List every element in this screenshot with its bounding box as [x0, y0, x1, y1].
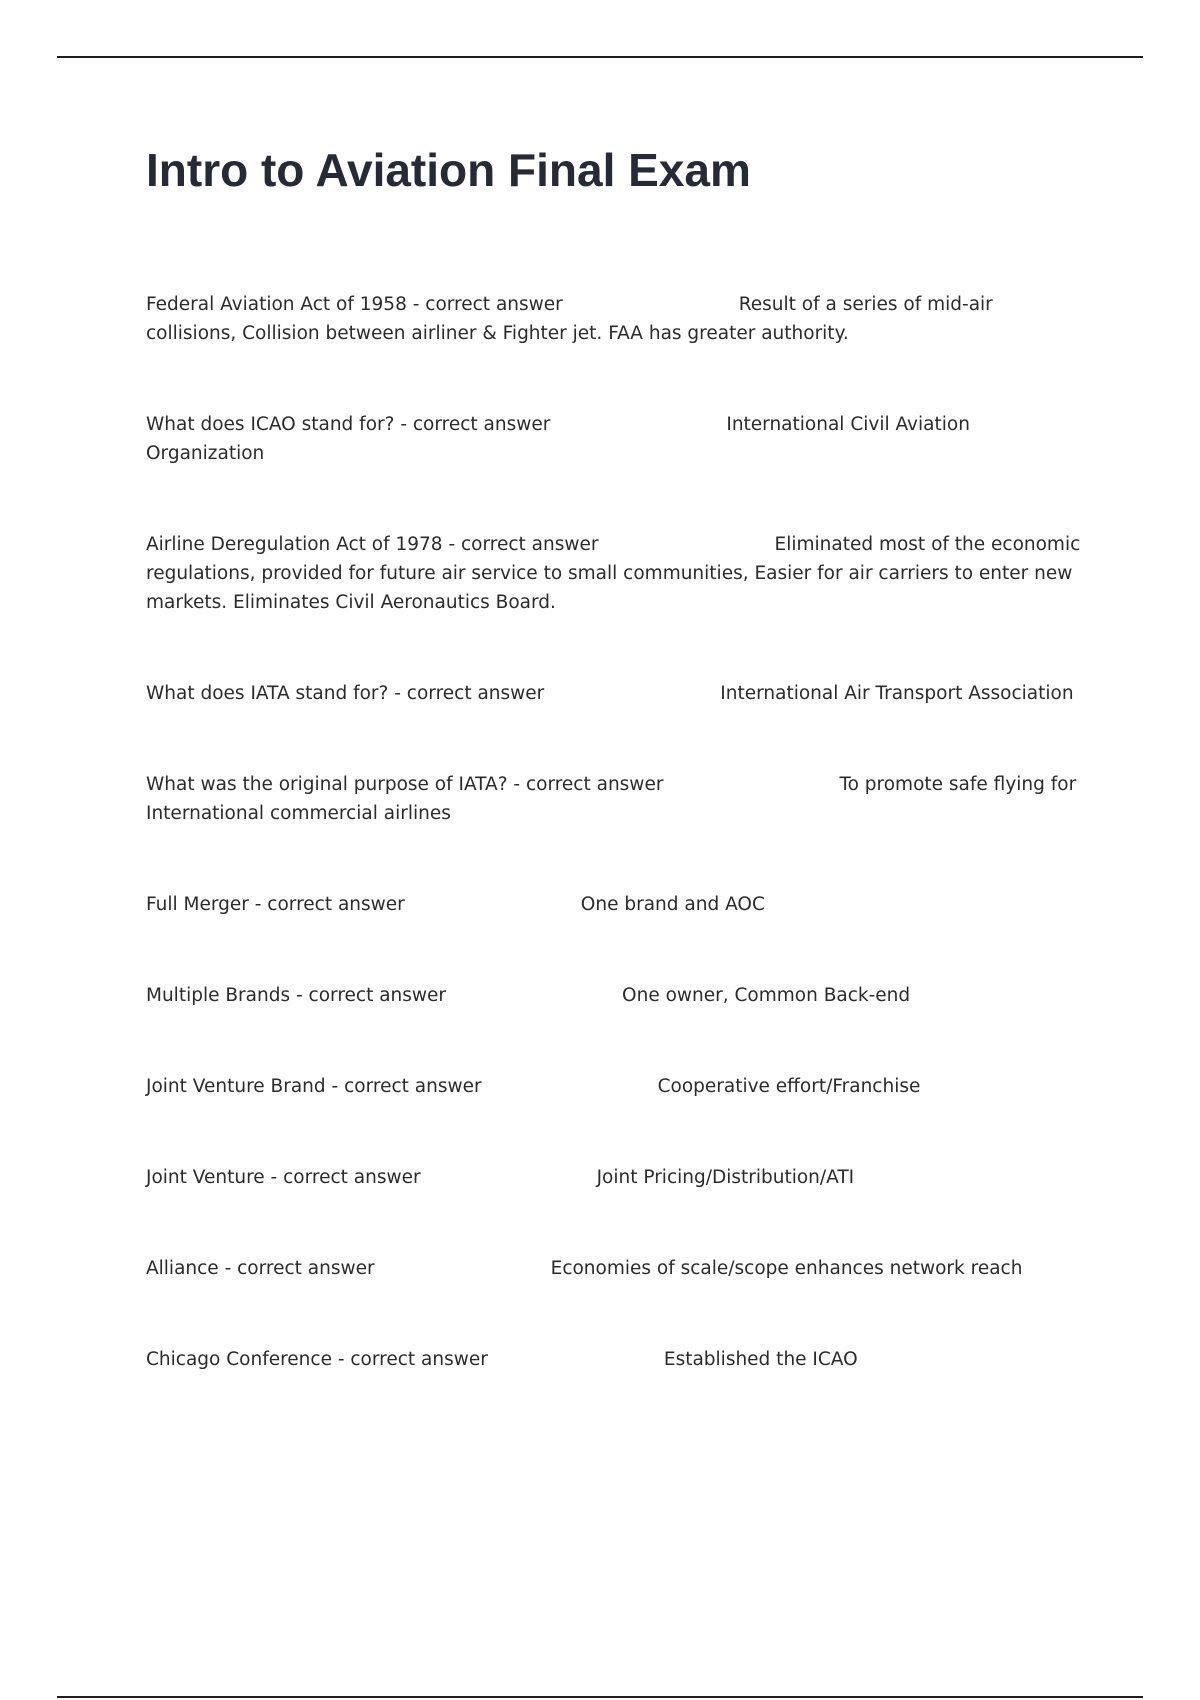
answer-marker: - correct answer [442, 534, 599, 555]
qa-item-6 [146, 890, 1086, 919]
answer-marker: - correct answer [325, 1076, 482, 1097]
qa-item-2 [146, 410, 1086, 468]
answer: Eliminated most of the economic regulations, provided for future air service to small communities, Easier for air carriers to enter new markets. Eliminates Civil Aeronautics Board. [146, 534, 1081, 613]
qa-item-3 [146, 530, 1086, 617]
answer-marker: - correct answer [406, 294, 563, 315]
answer-marker: - correct answer [331, 1349, 488, 1370]
answer: International Air Transport Association [720, 683, 1074, 704]
answer-marker: - correct answer [264, 1167, 421, 1188]
qa-item-10 [146, 1254, 1086, 1283]
answer: Established the ICAO [663, 1349, 858, 1370]
question: Full Merger [146, 894, 249, 915]
question: Chicago Conference [146, 1349, 332, 1370]
answer: Economies of scale/scope enhances network reach [550, 1258, 1023, 1279]
answer-marker: - correct answer [218, 1258, 375, 1279]
question: Joint Venture Brand [146, 1076, 326, 1097]
answer: To promote safe flying for International commercial airlines [146, 774, 1077, 824]
qa-list [146, 290, 1086, 1436]
qa-item-8 [146, 1072, 1086, 1101]
question: Airline Deregulation Act of 1978 [146, 534, 443, 555]
question: Federal Aviation Act of 1958 [146, 294, 407, 315]
answer: Result of a series of mid-air collisions, Collision between airliner & Fighter jet. FAA has greater authority. [146, 294, 993, 344]
question: Alliance [146, 1258, 219, 1279]
qa-item-9 [146, 1163, 1086, 1192]
qa-item-7 [146, 981, 1086, 1010]
qa-item-4 [146, 679, 1086, 708]
answer: Joint Pricing/Distribution/ATI [596, 1167, 855, 1188]
question: What was the original purpose of IATA? [146, 774, 508, 795]
answer: International Civil Aviation Organization [146, 414, 970, 464]
answer-marker: - correct answer [394, 414, 551, 435]
qa-item-5 [146, 770, 1086, 828]
answer-marker: - correct answer [248, 894, 405, 915]
qa-item-11 [146, 1345, 1086, 1374]
answer: Cooperative effort/Franchise [657, 1076, 921, 1097]
answer-marker: - correct answer [290, 985, 447, 1006]
answer-marker: - correct answer [507, 774, 664, 795]
question: Multiple Brands [146, 985, 291, 1006]
qa-item-1 [146, 290, 1086, 348]
answer: One owner, Common Back-end [622, 985, 911, 1006]
answer-marker: - correct answer [388, 683, 545, 704]
top-rule [57, 56, 1143, 58]
document-title: Intro to Aviation Final Exam [146, 144, 751, 196]
bottom-rule [57, 1696, 1143, 1698]
question: Joint Venture [146, 1167, 265, 1188]
question: What does ICAO stand for? [146, 414, 395, 435]
answer: One brand and AOC [580, 894, 765, 915]
question: What does IATA stand for? [146, 683, 389, 704]
